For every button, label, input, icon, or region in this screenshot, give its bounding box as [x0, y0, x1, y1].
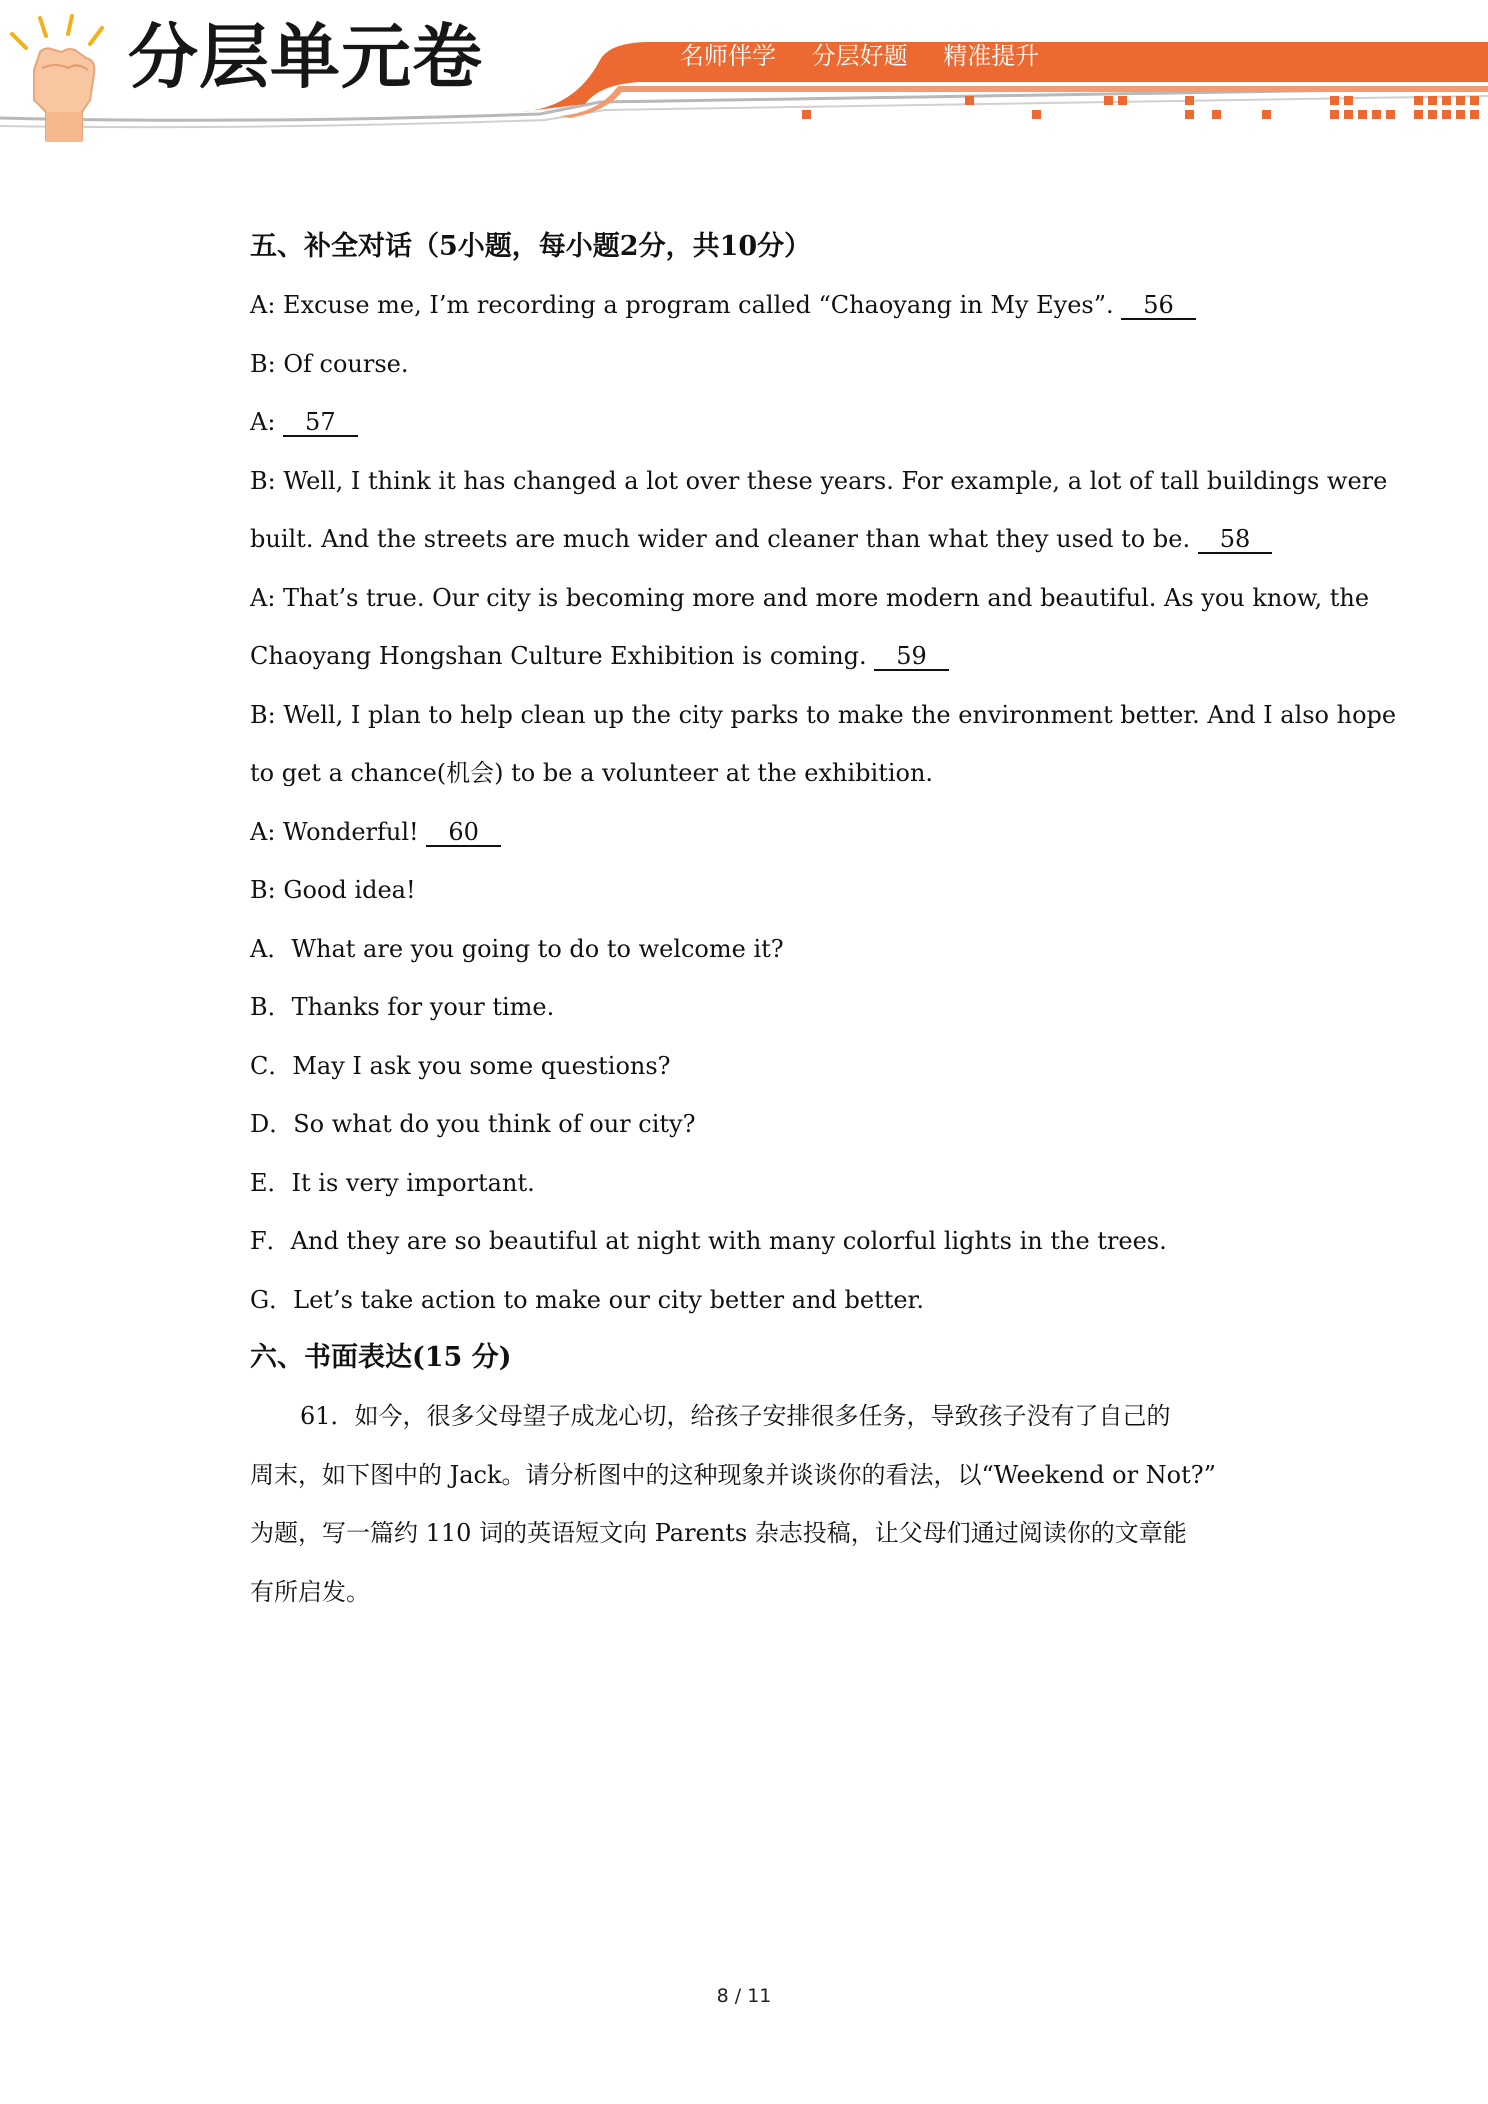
dialogue-line: [250, 686, 1397, 745]
section-6-title: 六、书面表达(15 分): [250, 1342, 512, 1373]
page-content: [250, 218, 1397, 1621]
prompt-line: 61．如今，很多父母望子成龙心切，给孩子安排很多任务，导致孩子没有了自己的: [300, 1402, 1171, 1430]
fist-icon: [6, 8, 116, 148]
section-5-title: 五、补全对话（5小题，每小题2分，共10分）: [250, 231, 812, 262]
option-item: D．So what do you think of our city?: [250, 1110, 696, 1138]
page-header: [0, 0, 1488, 150]
dialogue-line: [250, 276, 1250, 335]
option-item: B．Thanks for your time.: [250, 993, 555, 1021]
answer-blank[interactable]: 57: [283, 409, 358, 437]
writing-prompt: [250, 1387, 1250, 1621]
slogan-item: 分层好题: [811, 42, 908, 70]
dialogue-text: A: That’s true. Our city is becoming more and more modern and beautiful. As you know, the: [250, 583, 1370, 612]
option-item: C．May I ask you some questions?: [250, 1051, 671, 1080]
dialogue-line: [250, 569, 1370, 628]
prompt-line: 有所启发。: [250, 1577, 370, 1606]
dialogue-text: Chaoyang Hongshan Culture Exhibition is coming.: [250, 642, 875, 670]
slogan-item: 精准提升: [943, 42, 1040, 70]
dialogue-line: [250, 861, 1250, 920]
dialogue-line: [250, 335, 1250, 394]
prompt-line: 周末，如下图中的 Jack。请分析图中的这种现象并谈谈你的看法，以“Weekend or Not?”: [250, 1460, 1216, 1489]
dialogue-line: [250, 452, 1388, 511]
dialogue-line: [250, 744, 1250, 803]
dialogue-line: [250, 627, 1250, 686]
answer-blank[interactable]: 59: [874, 643, 949, 671]
answer-blank[interactable]: 58: [1198, 526, 1273, 554]
option-item: F．And they are so beautiful at night with many colorful lights in the trees.: [250, 1227, 1167, 1255]
option-item: G．Let’s take action to make our city better and better.: [250, 1285, 925, 1314]
answer-blank[interactable]: 60: [426, 819, 501, 847]
dialogue-text: built. And the streets are much wider and cleaner than what they used to be.: [250, 525, 1198, 553]
dialogue-text: to get a chance(机会) to be a volunteer at the exhibition.: [250, 759, 934, 787]
dialogue-text: B: Well, I plan to help clean up the city parks to make the environment better. And I also hope: [250, 700, 1397, 729]
dialogue-line: [250, 510, 1250, 569]
dialogue-line: [250, 803, 1250, 862]
dialogue-text: B: Well, I think it has changed a lot over these years. For example, a lot of tall buildings were: [250, 466, 1388, 495]
brand-title: 分层单元卷: [128, 16, 483, 98]
prompt-line: 为题，写一篇约 110 词的英语短文向 Parents 杂志投稿，让父母们通过阅读你的文章能: [250, 1519, 1187, 1547]
dialogue-text: A: Wonderful!: [250, 817, 427, 846]
option-item: A．What are you going to do to welcome it?: [250, 934, 784, 963]
dialogue-text: B: Of course.: [250, 349, 409, 378]
answer-blank[interactable]: 56: [1121, 292, 1196, 320]
page-number: 8 / 11: [716, 1985, 772, 2007]
dialogue-text: B: Good idea!: [250, 876, 416, 904]
dialogue: [250, 276, 1397, 920]
options-list: [250, 920, 1250, 1330]
dialogue-text: A:: [250, 408, 284, 436]
dialogue-text: A: Excuse me, I’m recording a program called “Chaoyang in My Eyes”.: [250, 291, 1122, 319]
option-item: E．It is very important.: [250, 1168, 535, 1197]
slogan-item: 名师伴学: [680, 42, 776, 70]
dialogue-line: [250, 393, 1250, 452]
header-slogan: [680, 44, 1067, 68]
